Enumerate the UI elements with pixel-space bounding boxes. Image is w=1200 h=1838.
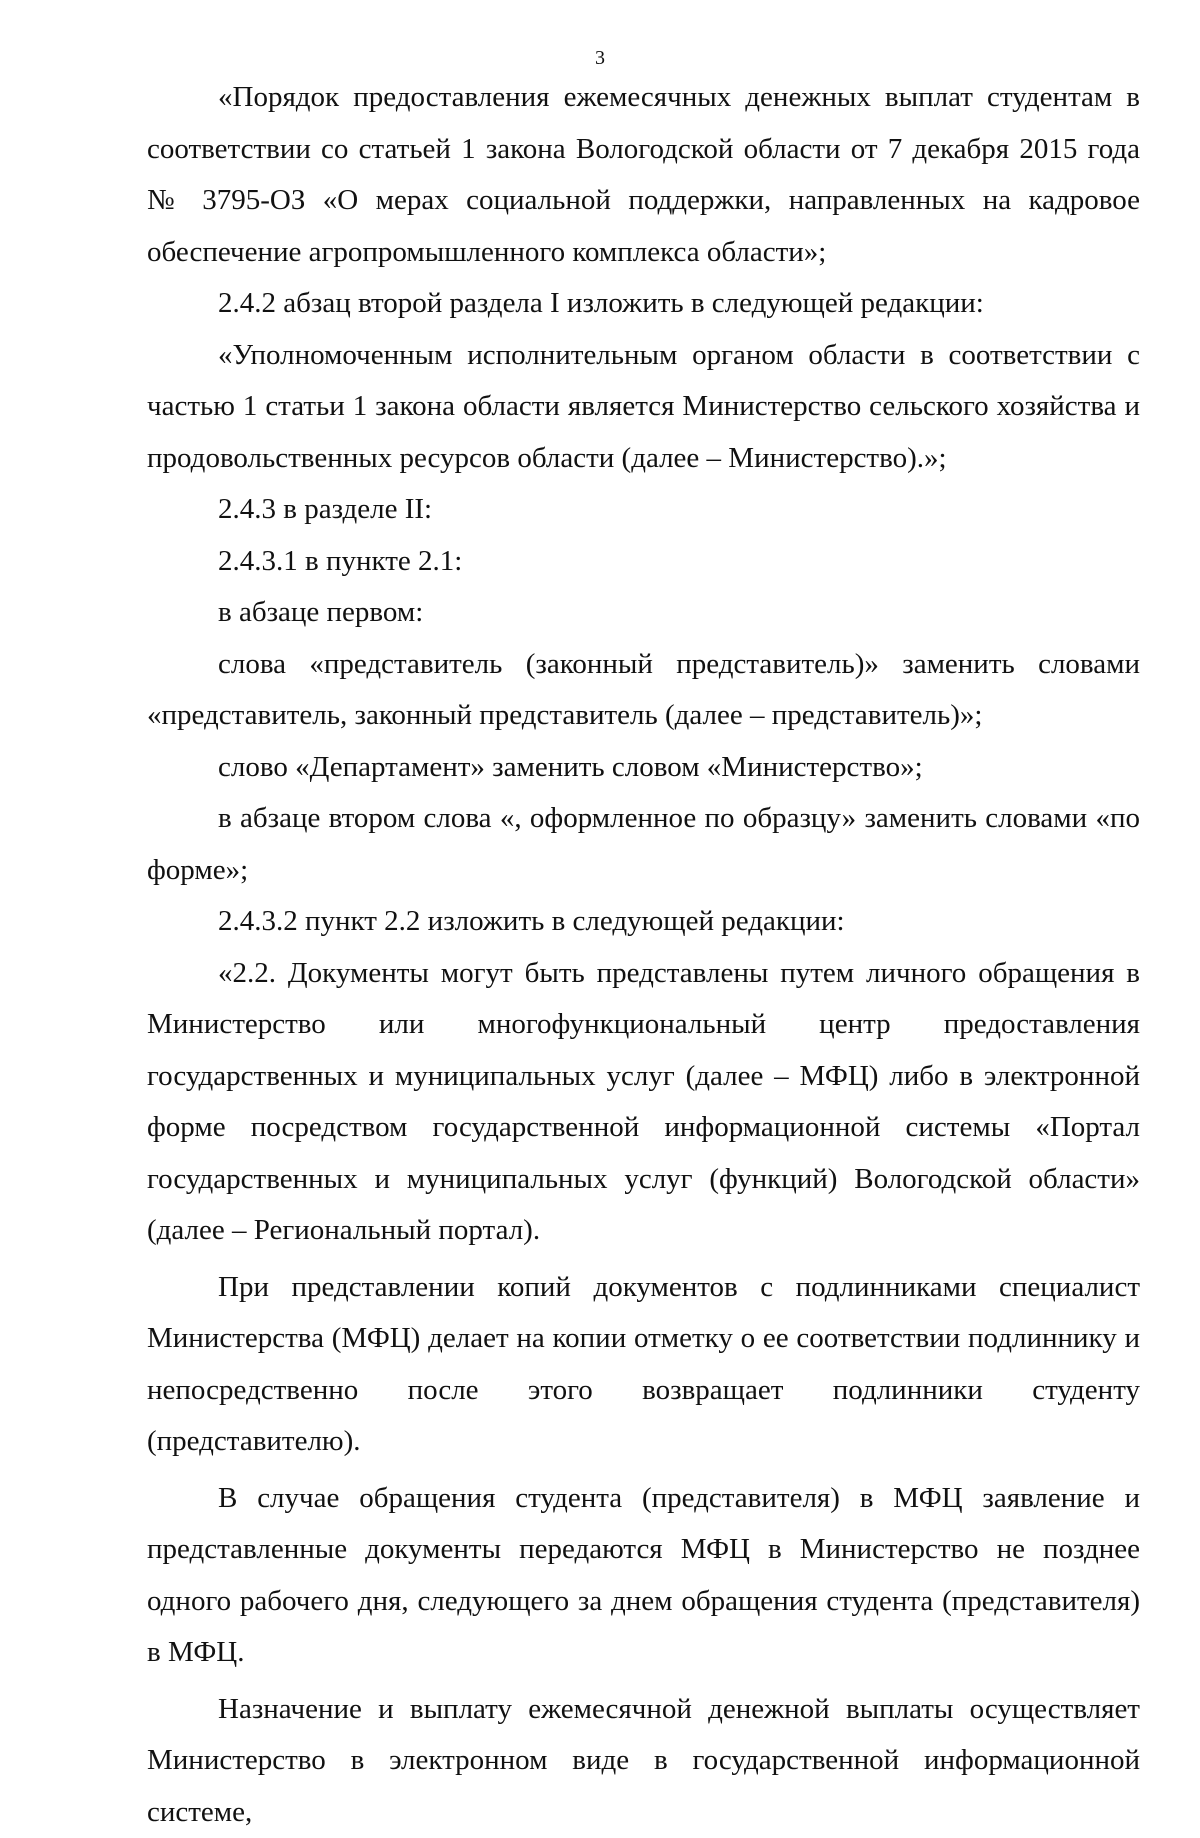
paragraph-mfc-transfer: В случае обращения студента (представителя) в МФЦ заявление и представленные документы передаются МФЦ в Министерство не позднее одного рабочего дня, следующего за днем обращения студента (представителя) в МФЦ. bbox=[147, 1473, 1140, 1679]
page-number: 3 bbox=[0, 46, 1200, 70]
paragraph-2-2-documents: «2.2. Документы могут быть представлены путем личного обращения в Министерство или многофункциональный центр предоставления государственных и муниципальных услуг (далее – МФЦ) либо в электронной форме посредством государственной информационной системы «Портал государственных и муниципальных услуг (функций) Вологодской области» (далее – Региональный портал). bbox=[147, 948, 1140, 1257]
paragraph-payment: Назначение и выплату ежемесячной денежной выплаты осуществляет Министерство в электронном виде в государственной информационной системе, bbox=[147, 1684, 1140, 1838]
paragraph-department-word: слово «Департамент» заменить словом «Министерство»; bbox=[147, 742, 1140, 794]
paragraph-second-clause: в абзаце втором слова «, оформленное по образцу» заменить словами «по форме»; bbox=[147, 793, 1140, 896]
paragraph-2-4-2: 2.4.2 абзац второй раздела I изложить в следующей редакции: bbox=[147, 278, 1140, 330]
paragraph-representative-words: слова «представитель (законный представитель)» заменить словами «представитель, законный представитель (далее – представитель)»; bbox=[147, 639, 1140, 742]
paragraph-2-4-3-1: 2.4.3.1 в пункте 2.1: bbox=[147, 536, 1140, 588]
paragraph-authorized-body: «Уполномоченным исполнительным органом области в соответствии с частью 1 статьи 1 закона области является Министерство сельского хозяйства и продовольственных ресурсов области (далее – Министерство).»; bbox=[147, 330, 1140, 485]
paragraph-procedure-title: «Порядок предоставления ежемесячных денежных выплат студентам в соответствии со статьей 1 закона Вологодской области от 7 декабря 2015 года № 3795-ОЗ «О мерах социальной поддержки, направленных на кадровое обеспечение агропромышленного комплекса области»; bbox=[147, 72, 1140, 278]
paragraph-2-4-3-2: 2.4.3.2 пункт 2.2 изложить в следующей редакции: bbox=[147, 896, 1140, 948]
document-body bbox=[147, 72, 1140, 1838]
paragraph-copies: При представлении копий документов с подлинниками специалист Министерства (МФЦ) делает на копии отметку о ее соответствии подлиннику и непосредственно после этого возвращает подлинники студенту (представителю). bbox=[147, 1262, 1140, 1468]
paragraph-2-4-3: 2.4.3 в разделе II: bbox=[147, 484, 1140, 536]
paragraph-first-clause: в абзаце первом: bbox=[147, 587, 1140, 639]
